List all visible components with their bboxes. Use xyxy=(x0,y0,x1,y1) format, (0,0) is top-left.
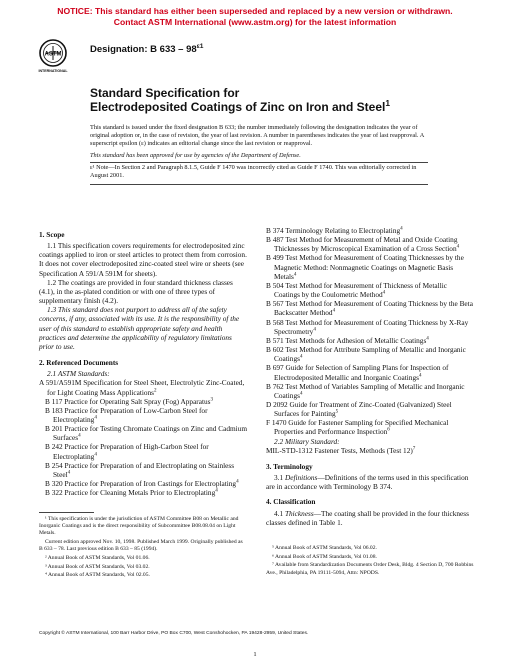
reference-item: B 762 Test Method of Variables Sampling of Metallic and Inorganic Coatings$^4$ xyxy=(266,381,465,400)
military-standard-label: 2.2 Military Standard: xyxy=(274,436,340,446)
reference-item: B 254 Practice for Preparation of and Electroplating on Stainless Steel$^4$ xyxy=(45,460,235,479)
reference-item: B 571 Test Methods for Adhesion of Metallic Coatings$^4$ xyxy=(266,335,429,345)
designation-text: Designation: B 633 – 98 xyxy=(90,44,197,55)
logo-text: ASTM xyxy=(44,51,62,58)
left-column xyxy=(39,226,247,497)
reference-item: B 499 Test Method for Measurement of Coating Thicknesses by the Magnetic Method: Nonmagnetic Coatings on Magnetic Basis Metals$^4$ xyxy=(266,253,464,281)
footnote: ⁷ Available from Standardization Documents Order Desk, Bldg. 4 Section D, 700 Robbins Ave., Philadelphia, PA 19111-5094, Attn: NPODS. xyxy=(266,562,474,576)
reference-item: MIL-STD-1312 Fastener Tests, Methods (Test 12)$^7$ xyxy=(266,445,416,455)
reference-item: B 487 Test Method for Measurement of Metal and Oxide Coating Thicknesses by Microscopical Examination of a Cross Section$^4$ xyxy=(266,235,460,254)
copyright-line: Copyright © ASTM International, 100 Barr Harbor Drive, PO Box C700, West Conshohocken, PA 19428-2959, United States. xyxy=(39,631,309,636)
page-number: 1 xyxy=(253,651,257,658)
footnotes-left xyxy=(39,512,247,581)
reference-item: F 1470 Guide for Fastener Sampling for Specified Mechanical Properties and Performance Inspection$^6$ xyxy=(266,418,449,437)
reference-item: A 591/A591M Specification for Steel Sheet, Electrolytic Zinc-Coated, for Light Coating Mass Applications$^2$ xyxy=(39,378,245,397)
footnote-rule xyxy=(39,512,94,513)
reference-item: B 567 Test Method for Measurement of Coating Thickness by the Beta Backscatter Method$^4$ xyxy=(266,299,473,318)
footnote: Current edition approved Nov. 10, 1998. Published March 1999. Originally published as B 633 – 78. Last previous edition B 633 – 85 (1994). xyxy=(39,539,243,553)
classification-heading: 4. Classification xyxy=(266,497,316,507)
footnotes-right xyxy=(266,545,474,578)
classification-4-1: 4.1 Thickness—The coating shall be provided in the four thickness classes defined in Table 1. xyxy=(266,508,469,527)
footnote: ¹ This specification is under the jurisdiction of ASTM Committee B08 on Metallic and Inorganic Coatings and is the direct responsibility of Subcommittee B08.08.04 on Light Metals. xyxy=(39,516,239,537)
footnote: ³ Annual Book of ASTM Standards, Vol 03.02. xyxy=(45,563,150,570)
referenced-docs-heading: 2. Referenced Documents xyxy=(39,358,119,368)
divider xyxy=(90,162,428,163)
title-line-1: Standard Specification for xyxy=(90,86,240,100)
footnote: ⁵ Annual Book of ASTM Standards, Vol 06.02. xyxy=(272,545,377,551)
reference-item: B 183 Practice for Preparation of Low-Carbon Steel for Electroplating$^4$ xyxy=(45,405,208,424)
reference-item: D 2092 Guide for Treatment of Zinc-Coated (Galvanized) Steel Surfaces for Painting$^5$ xyxy=(266,399,452,419)
title-sup: 1 xyxy=(385,98,391,108)
reference-item: B 568 Test Method for Measurement of Coating Thickness by X-Ray Spectrometry$^4$ xyxy=(266,317,469,336)
astm-standards-label: 2.1 ASTM Standards: xyxy=(47,369,110,379)
astm-logo-icon xyxy=(38,38,68,74)
reference-item: B 697 Guide for Selection of Sampling Plans for Inspection of Electrodeposited Metallic and Inorganic Coatings$^4$ xyxy=(266,363,449,382)
reference-item: B 322 Practice for Cleaning Metals Prior to Electroplating$^4$ xyxy=(45,487,218,498)
right-column xyxy=(266,226,474,527)
terminology-3-1: 3.1 Definitions—Definitions of the terms used in this specification are in accordance with Terminology B 374. xyxy=(266,473,469,492)
scope-1-1: 1.1 This specification covers requirements for electrodeposited zinc coatings applied to iron or steel articles to protect them from corrosion. It does not cover electrodeposited zinc-coated steel wire or sheets (see Specification A 591/A 591M for sheets). xyxy=(39,241,247,278)
notice-line-1: NOTICE: This standard has either been superseded and replaced by a new version or withdrawn. xyxy=(57,6,453,16)
logo-subtext: INTERNATIONAL xyxy=(38,69,68,73)
footnote: ⁶ Annual Book of ASTM Standards, Vol 01.08. xyxy=(272,553,377,560)
astm-logo xyxy=(38,38,68,74)
defense-statement: This standard has been approved for use by agencies of the Department of Defense. xyxy=(90,152,301,159)
footnote: ⁴ Annual Book of ASTM Standards, Vol 02.05. xyxy=(45,572,150,579)
scope-1-2: 1.2 The coatings are provided in four standard thickness classes (4.1), in the as-plated condition or with one of three types of supplementary finish (4.2). xyxy=(39,277,233,306)
superseded-notice xyxy=(0,6,510,27)
reference-item: B 602 Test Method for Attribute Sampling of Metallic and Inorganic Coatings$^4$ xyxy=(266,345,466,364)
reference-item: B 117 Practice for Operating Salt Spray (Fog) Apparatus$^3$ xyxy=(45,396,214,406)
scope-heading: 1. Scope xyxy=(39,230,65,239)
title-line-2: Electrodeposited Coatings of Zinc on Iron and Steel xyxy=(90,100,386,114)
designation-sup: ε1 xyxy=(196,42,204,50)
document-title xyxy=(90,86,390,114)
issuance-statement: This standard is issued under the fixed designation B 633; the number immediately following the designation indicates the year of original adoption or, in the case of revision, the year of last revision. A number in parentheses indicates the year of last reapproval. A superscript epsilon (ε) indicates an editorial change since the last revision or reapproval. xyxy=(90,124,424,148)
reference-item: B 201 Practice for Testing Chromate Coatings on Zinc and Cadmium Surfaces$^4$ xyxy=(45,424,248,443)
designation xyxy=(90,44,204,55)
reference-item: B 320 Practice for Preparation of Iron Castings for Electroplating$^4$ xyxy=(45,478,239,489)
terminology-heading: 3. Terminology xyxy=(266,461,313,471)
scope-1-3: 1.3 This standard does not purport to address all of the safety concerns, if any, associated with its use. It is the responsibility of the user of this standard to establish appropriate safety and health practices and determine the applicability of regulatory limitations prior to use. xyxy=(39,305,240,351)
reference-item: B 374 Terminology Relating to Electroplating$^4$ xyxy=(266,225,403,235)
editorial-note: ε¹ Note—In Section 2 and Paragraph 8.1.5, Guide F 1470 was incorrectly cited as Guide F 1740. This was editorially corrected in August 2001. xyxy=(90,164,417,180)
footnote: ² Annual Book of ASTM Standards, Vol 01.06. xyxy=(45,555,150,562)
notice-line-2: Contact ASTM International (www.astm.org) for the latest information xyxy=(113,16,397,27)
reference-item: B 504 Test Method for Measurement of Thickness of Metallic Coatings by the Coulometric Method$^4$ xyxy=(266,280,447,300)
reference-item: B 242 Practice for Preparation of High-Carbon Steel for Electroplating$^4$ xyxy=(45,442,209,461)
divider xyxy=(90,184,428,185)
